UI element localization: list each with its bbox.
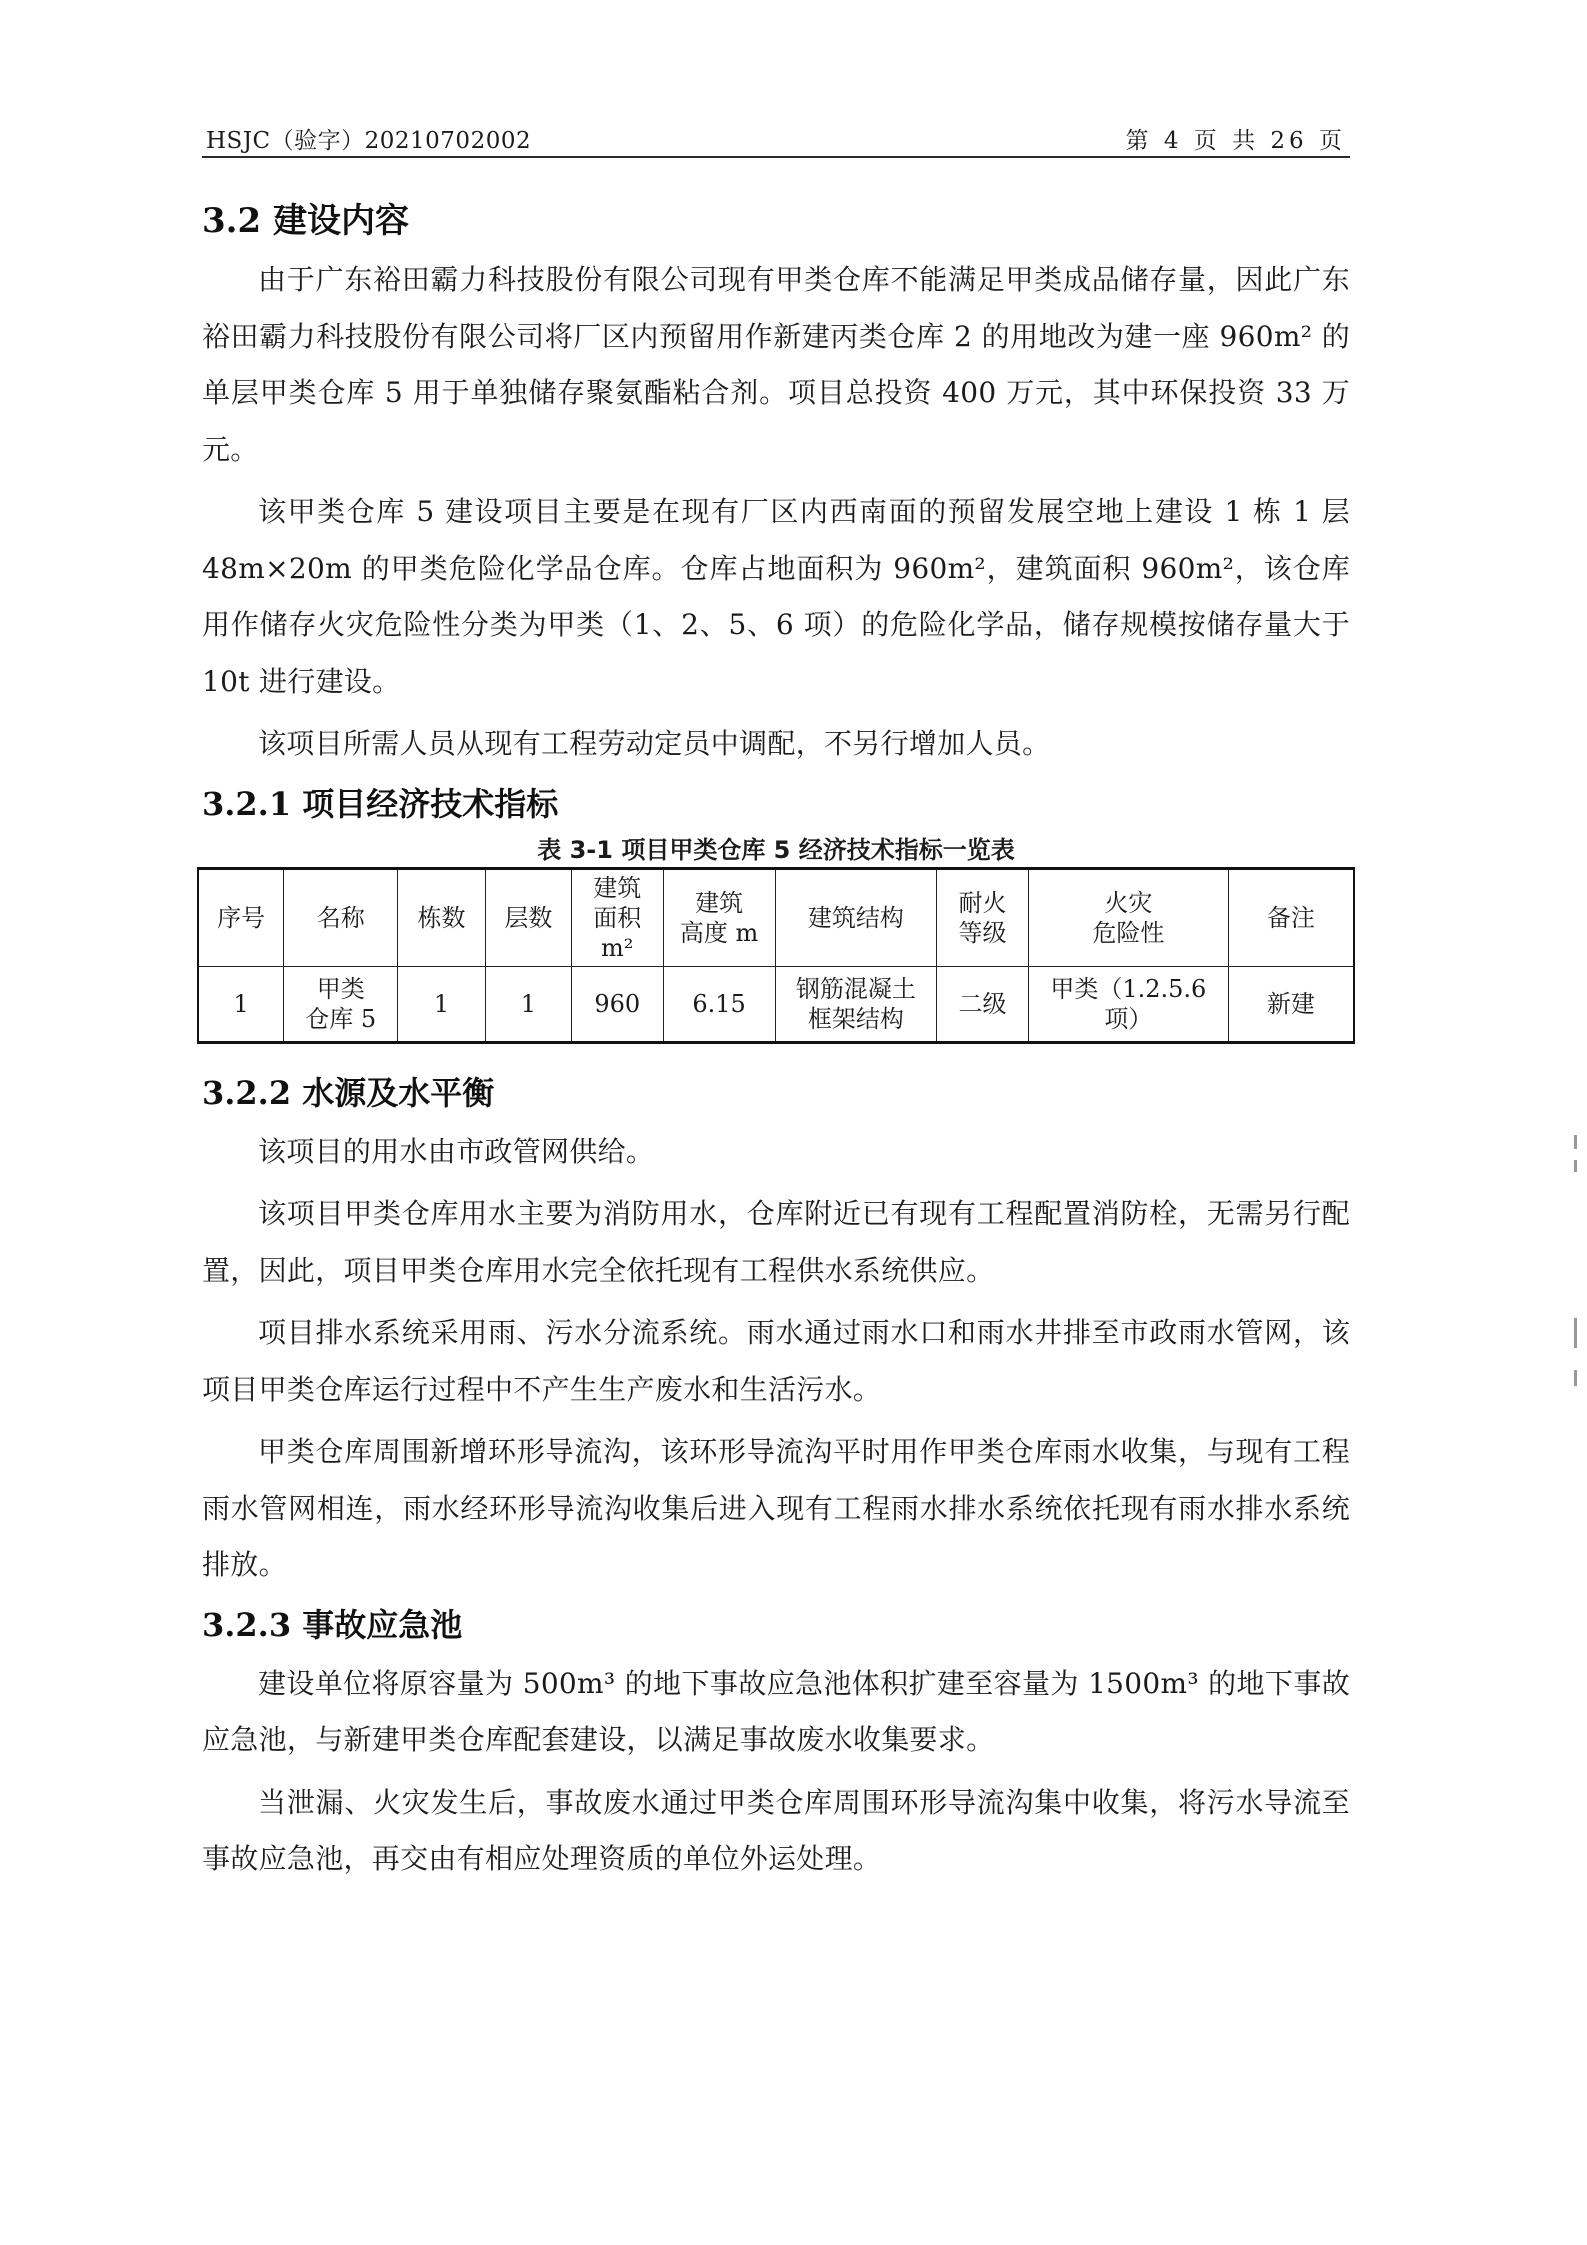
table-cell: 新建 (1228, 966, 1354, 1042)
table-cell: 960 (571, 966, 663, 1042)
header-cell: 序号 (198, 868, 284, 966)
table-cell (284, 966, 398, 1042)
header-cell: 备注 (1228, 868, 1354, 966)
header-line: 建筑 (695, 888, 744, 917)
scan-edge-mark (1574, 1318, 1577, 1348)
cell-line: 甲类（1.2.5.6 (1050, 974, 1207, 1003)
header-cell: 建筑结构 (775, 868, 937, 966)
table-cell: 6.15 (663, 966, 775, 1042)
header-line: 建筑 (593, 873, 642, 902)
section-heading-3-2-1: 3.2.1 项目经济技术指标 (202, 784, 559, 823)
paragraph: 当泄漏、火灾发生后，事故废水通过甲类仓库周围环形导流沟集中收集，将污水导流至事故应急池，再交由有相应处理资质的单位外运处理。 (202, 1785, 1350, 1875)
table-row (198, 966, 1354, 1042)
document-id: HSJC（验字）20210702002 (206, 128, 532, 154)
header-cell (571, 868, 663, 966)
header-cell: 名称 (284, 868, 398, 966)
scan-edge-mark (1574, 1135, 1577, 1149)
scan-edge-mark (1574, 1160, 1577, 1172)
section-heading-3-2-3: 3.2.3 事故应急池 (202, 1605, 463, 1644)
paragraph: 甲类仓库周围新增环形导流沟，该环形导流沟平时用作甲类仓库雨水收集，与现有工程雨水管网相连，雨水经环形导流沟收集后进入现有工程雨水排水系统依托现有雨水排水系统排放。 (202, 1435, 1350, 1581)
header-cell (663, 868, 775, 966)
cell-line: 甲类 (316, 974, 365, 1003)
table-cell (775, 966, 937, 1042)
cell-line: 钢筋混凝土 (795, 974, 916, 1003)
paragraph: 建设单位将原容量为 500m³ 的地下事故应急池体积扩建至容量为 1500m³ 的地下事故应急池，与新建甲类仓库配套建设，以满足事故废水收集要求。 (202, 1666, 1350, 1756)
cell-line: 项） (1104, 1004, 1153, 1033)
table-header-row (198, 868, 1354, 966)
document-body (202, 190, 1350, 1888)
header-line: 耐火 (958, 888, 1007, 917)
header-line: 火灾 (1104, 888, 1153, 917)
header-cell (937, 868, 1029, 966)
table-cell (1028, 966, 1228, 1042)
cell-line: 仓库 5 (305, 1004, 377, 1033)
page-number: 第 4 页 共 26 页 (1125, 128, 1346, 154)
section-heading-3-2: 3.2 建设内容 (202, 201, 409, 241)
header-cell: 层数 (485, 868, 571, 966)
header-line: 高度 m (679, 918, 759, 947)
paragraph: 该项目甲类仓库用水主要为消防用水，仓库附近已有现有工程配置消防栓，无需另行配置，因此，项目甲类仓库用水完全依托现有工程供水系统供应。 (202, 1197, 1350, 1287)
table-cell: 二级 (937, 966, 1029, 1042)
paragraph: 由于广东裕田霸力科技股份有限公司现有甲类仓库不能满足甲类成品储存量，因此广东裕田霸力科技股份有限公司将厂区内预留用作新建丙类仓库 2 的用地改为建一座 960m² 的单层甲类仓库 5 用于单独储存聚氨酯粘合剂。项目总投资 400 万元，其中环保投资 33 万元。 (202, 263, 1350, 466)
page-header (202, 122, 1350, 158)
header-line: m² (601, 933, 634, 962)
header-cell: 栋数 (398, 868, 486, 966)
paragraph: 该甲类仓库 5 建设项目主要是在现有厂区内西南面的预留发展空地上建设 1 栋 1 层 48m×20m 的甲类危险化学品仓库。仓库占地面积为 960m²，建筑面积 960m²，该仓库用作储存火灾危险性分类为甲类（1、2、5、6 项）的危险化学品，储存规模按储存量大于 10t 进行建设。 (202, 495, 1350, 698)
paragraph: 项目排水系统采用雨、污水分流系统。雨水通过雨水口和雨水井排至市政雨水管网，该项目甲类仓库运行过程中不产生生产废水和生活污水。 (202, 1316, 1350, 1406)
header-cell (1028, 868, 1228, 966)
paragraph: 该项目的用水由市政管网供给。 (258, 1134, 655, 1168)
table-caption: 表 3-1 项目甲类仓库 5 经济技术指标一览表 (537, 835, 1015, 864)
table-cell: 1 (198, 966, 284, 1042)
economic-indicator-table (197, 867, 1355, 1044)
section-heading-3-2-2: 3.2.2 水源及水平衡 (202, 1073, 495, 1112)
table-cell: 1 (398, 966, 486, 1042)
cell-line: 框架结构 (807, 1004, 904, 1033)
scan-edge-mark (1574, 1370, 1577, 1386)
paragraph: 该项目所需人员从现有工程劳动定员中调配，不另行增加人员。 (258, 727, 1051, 760)
header-line: 危险性 (1092, 918, 1165, 947)
header-line: 等级 (958, 918, 1007, 947)
header-line: 面积 (593, 903, 642, 932)
table-cell: 1 (485, 966, 571, 1042)
